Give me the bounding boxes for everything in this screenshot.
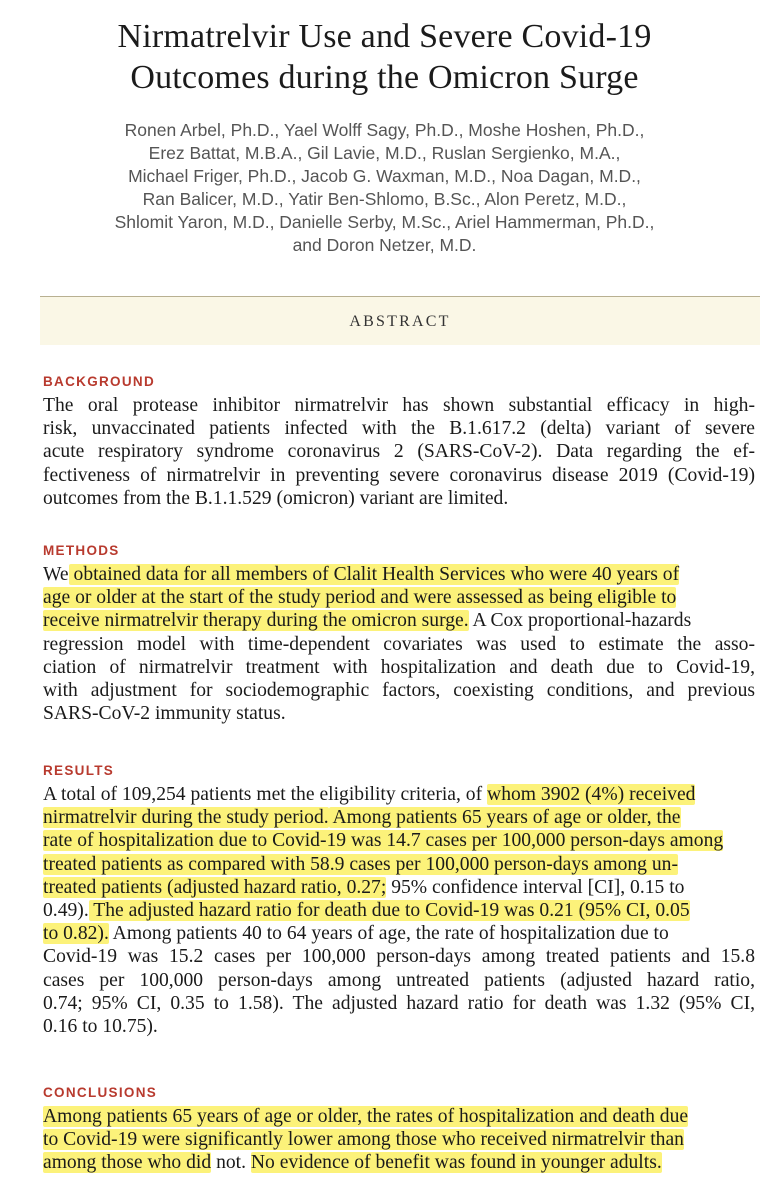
highlighted-text: to Covid-19 were significantly lower among those who received nirmatrelvir than bbox=[43, 1129, 684, 1151]
text-line: risk, unvaccinated patients infected with the B.1.617.2 (delta) variant of severe bbox=[43, 418, 755, 440]
highlighted-text: age or older at the start of the study period and were assessed as being eligible to bbox=[43, 587, 677, 609]
text-line: outcomes from the B.1.1.529 (omicron) variant are limited. bbox=[43, 487, 509, 509]
text-run: 95% confidence interval [CI], 0.15 to bbox=[386, 876, 685, 898]
highlighted-text: obtained data for all members of Clalit Health Services who were 40 years of bbox=[68, 564, 680, 585]
author-list bbox=[0, 119, 769, 257]
highlighted-text: treated patients (adjusted hazard ratio, 0.27; bbox=[43, 876, 387, 898]
text-line: regression model with time-dependent covariates was used to estimate the asso- bbox=[43, 633, 755, 655]
author-line: and Doron Netzer, M.D. bbox=[292, 235, 477, 255]
text-line: with adjustment for sociodemographic factors, coexisting conditions, and previous bbox=[43, 679, 755, 701]
author-line: Shlomit Yaron, M.D., Danielle Serby, M.Sc., Ariel Hammerman, Ph.D., bbox=[114, 212, 655, 232]
text-line: ciation of nirmatrelvir treatment with hospitalization and death due to Covid-19, bbox=[43, 656, 755, 678]
highlighted-text: No evidence of benefit was found in younger adults. bbox=[250, 1152, 662, 1174]
conclusions-paragraph bbox=[43, 1105, 755, 1175]
author-line: Erez Battat, M.B.A., Gil Lavie, M.D., Ruslan Sergienko, M.A., bbox=[148, 143, 621, 163]
highlighted-text: receive nirmatrelvir therapy during the omicron surge. bbox=[43, 610, 469, 632]
highlighted-text: treated patients as compared with 58.9 cases per 100,000 person-days among un- bbox=[43, 853, 678, 875]
author-line: Ronen Arbel, Ph.D., Yael Wolff Sagy, Ph.D., Moshe Hoshen, Ph.D., bbox=[124, 120, 645, 140]
text-line: 0.74; 95% CI, 0.35 to 1.58). The adjusted hazard ratio for death was 1.32 (95% CI, bbox=[43, 992, 755, 1014]
text-line: fectiveness of nirmatrelvir in preventing severe coronavirus disease 2019 (Covid-19) bbox=[43, 464, 755, 486]
text-line: cases per 100,000 person-days among untreated patients (adjusted hazard ratio, bbox=[43, 969, 755, 991]
abstract-label: ABSTRACT bbox=[349, 313, 451, 330]
text-line bbox=[43, 1128, 755, 1151]
text-run: A Cox proportional-hazards bbox=[468, 610, 692, 632]
results-heading: RESULTS bbox=[43, 763, 115, 778]
text-line bbox=[43, 563, 755, 586]
text-line bbox=[43, 586, 755, 609]
background-heading: BACKGROUND bbox=[43, 374, 155, 389]
text-line: The oral protease inhibitor nirmatrelvir has shown substantial efficacy in high- bbox=[43, 395, 755, 416]
methods-paragraph bbox=[43, 563, 755, 725]
highlighted-text: to 0.82). bbox=[43, 923, 109, 945]
text-line bbox=[43, 609, 755, 632]
author-line: Michael Friger, Ph.D., Jacob G. Waxman, M.D., Noa Dagan, M.D., bbox=[128, 166, 641, 186]
highlighted-text: whom 3902 (4%) received bbox=[487, 784, 696, 805]
text-line: Covid-19 was 15.2 cases per 100,000 person-days among treated patients and 15.8 bbox=[43, 946, 755, 968]
highlighted-text: nirmatrelvir during the study period. bbox=[43, 807, 329, 829]
text-run: not. bbox=[211, 1152, 251, 1174]
highlighted-text: Among patients 65 years of age or older, the rates of hospitalization and death due bbox=[43, 1106, 689, 1127]
conclusions-heading: CONCLUSIONS bbox=[43, 1085, 158, 1100]
text-line bbox=[43, 899, 755, 922]
highlighted-text: among those who did bbox=[43, 1152, 212, 1174]
results-paragraph bbox=[43, 783, 755, 1038]
text-line bbox=[43, 783, 755, 806]
text-run: We bbox=[43, 564, 69, 585]
title-line-1: Nirmatrelvir Use and Severe Covid-19 bbox=[117, 18, 652, 55]
text-line: acute respiratory syndrome coronavirus 2 (SARS-CoV-2). Data regarding the ef- bbox=[43, 441, 755, 463]
article-title bbox=[0, 16, 769, 98]
highlighted-text: Among patients 65 years of age or older, the bbox=[328, 807, 681, 829]
text-line bbox=[43, 1151, 755, 1174]
text-line bbox=[43, 1105, 755, 1128]
text-line: 0.16 to 10.75). bbox=[43, 1015, 158, 1037]
text-run: 0.49). bbox=[43, 899, 89, 921]
methods-heading: METHODS bbox=[43, 543, 120, 558]
text-run: A total of 109,254 patients met the eligibility criteria, of bbox=[43, 784, 483, 805]
text-line: SARS-CoV-2 immunity status. bbox=[43, 703, 286, 725]
text-line bbox=[43, 922, 755, 945]
highlighted-text: The adjusted hazard ratio for death due to Covid-19 was 0.21 (95% CI, 0.05 bbox=[88, 899, 690, 921]
author-line: Ran Balicer, M.D., Yatir Ben-Shlomo, B.Sc., Alon Peretz, M.D., bbox=[142, 189, 627, 209]
text-line bbox=[43, 853, 755, 876]
abstract-header-band bbox=[40, 296, 760, 345]
highlighted-text: rate of hospitalization due to Covid-19 was 14.7 cases per 100,000 person-days among bbox=[43, 830, 724, 852]
text-line bbox=[43, 876, 755, 899]
text-run: Among patients 40 to 64 years of age, the rate of hospitalization due to bbox=[108, 923, 669, 945]
text-line bbox=[43, 806, 755, 829]
title-line-2: Outcomes during the Omicron Surge bbox=[130, 59, 639, 96]
text-line bbox=[43, 829, 755, 852]
background-paragraph bbox=[43, 394, 755, 510]
